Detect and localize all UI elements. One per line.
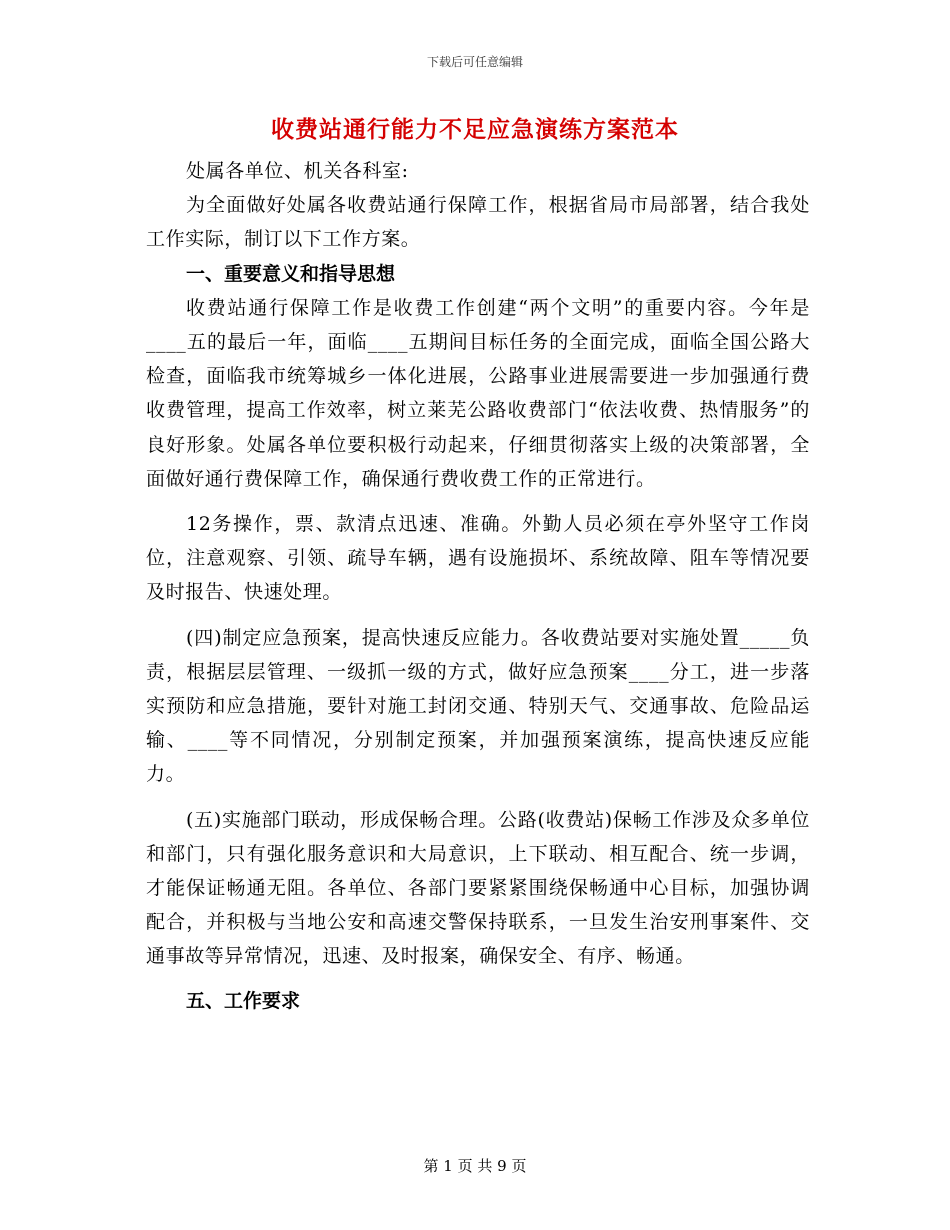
paragraph-4: (四)制定应急预案，提高快速反应能力。各收费站要对实施处置_____负责，根据层层管理、一级抓一级的方式，做好应急预案____分工，进一步落实预防和应急措施，要针对施工封闭交通、特别天气、交通事故、危险品运输、____等不同情况，分别制定预案，并加强预案演练，提高快速反应能力。 [146, 626, 810, 786]
intro-paragraph: 为全面做好处属各收费站通行保障工作，根据省局市局部署，结合我处工作实际，制订以下工作方案。 [146, 194, 810, 251]
document-body [146, 154, 810, 1037]
section-heading-1: 一、重要意义和指导思想 [186, 262, 396, 285]
paragraph-gap [146, 792, 810, 803]
paragraph-gap [146, 610, 810, 621]
document-title: 收费站通行能力不足应急演练方案范本 [271, 116, 679, 143]
paragraph-12: 12务操作，票、款清点迅速、准确。外勤人员必须在亭外坚守工作岗位，注意观察、引领、疏导车辆，遇有设施损坏、系统故障、阻车等情况要及时报告、快速处理。 [146, 513, 810, 604]
salutation: 处属各单位、机关各科室: [186, 160, 409, 182]
page-header-note: 下载后可任意编辑 [426, 55, 523, 69]
paragraph-gap [146, 496, 810, 507]
page-number-footer: 第 1 页 共 9 页 [423, 1157, 527, 1175]
section-heading-5: 五、工作要求 [186, 989, 301, 1012]
paragraph-5: (五)实施部门联动，形成保畅合理。公路(收费站)保畅工作涉及众多单位和部门，只有强化服务意识和大局意识，上下联动、相互配合、统一步调，才能保证畅通无阻。各单位、各部门要紧紧围绕保畅通中心目标，加强协调配合，并积极与当地公安和高速交警保持联系，一旦发生治安刑事案件、交通事故等异常情况，迅速、及时报案，确保安全、有序、畅通。 [146, 808, 810, 968]
section-1-paragraph: 收费站通行保障工作是收费工作创建“两个文明”的重要内容。今年是____五的最后一年，面临____五期间目标任务的全面完成，面临全国公路大检查，面临我市统筹城乡一体化进展，公路事业进展需要进一步加强通行费收费管理，提高工作效率，树立莱芜公路收费部门“依法收费、热情服务”的良好形象。处属各单位要积极行动起来，仔细贯彻落实上级的决策部署，全面做好通行费保障工作，确保通行费收费工作的正常进行。 [146, 296, 810, 490]
